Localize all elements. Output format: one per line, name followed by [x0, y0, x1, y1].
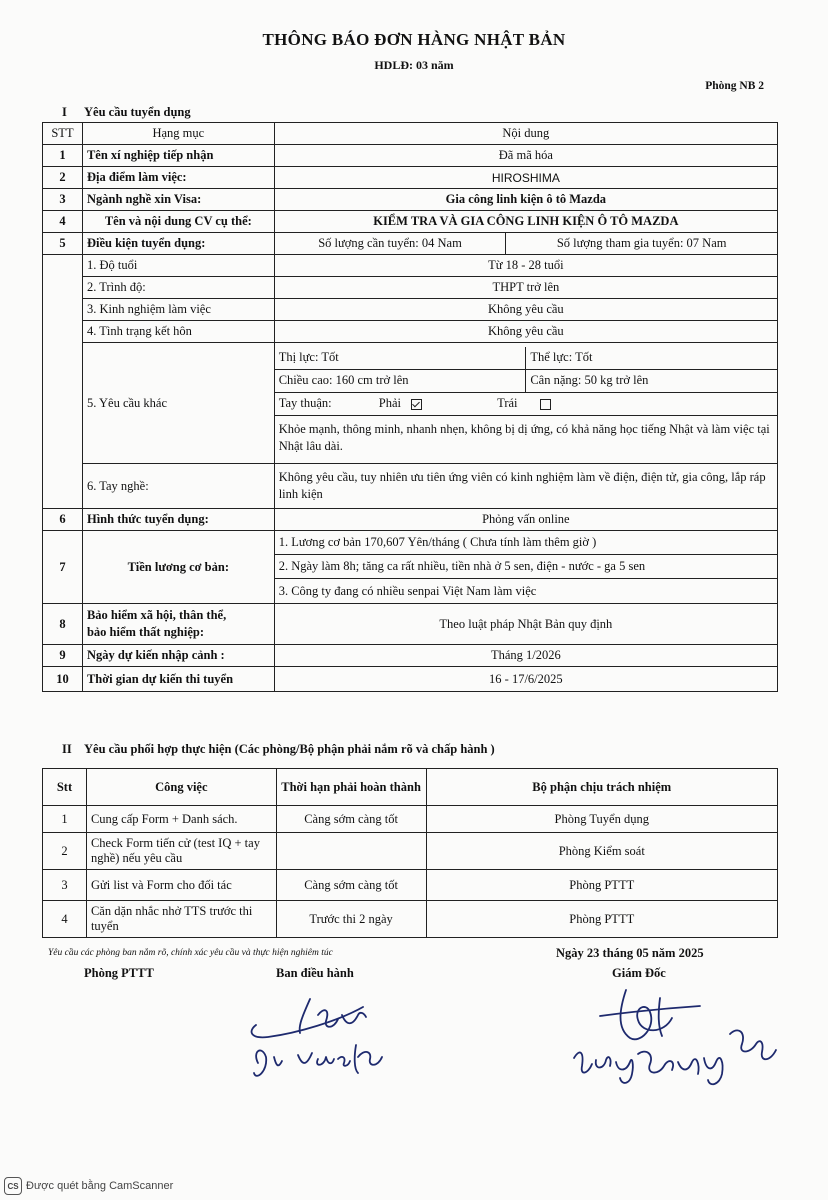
- table-row: [43, 667, 778, 692]
- fitness: Thể lực: Tốt: [526, 347, 777, 370]
- weight: Cân nặng: 50 kg trở lên: [526, 369, 777, 392]
- table-row: [43, 255, 778, 277]
- table-row: [43, 343, 778, 464]
- row-label: Hình thức tuyển dụng:: [82, 509, 274, 531]
- board-signature: [238, 985, 398, 1095]
- scanner-watermark: [4, 1177, 173, 1195]
- salary-line: 1. Lương cơ bản 170,607 Yên/tháng ( Chưa tính làm thêm giờ ): [275, 531, 777, 555]
- header-content: Nội dung: [274, 123, 777, 145]
- hand-label: Tay thuận:: [278, 396, 332, 410]
- row-number: 5: [43, 233, 83, 255]
- responsible-department: Phòng Tuyển dụng: [426, 806, 778, 833]
- row-label: [82, 604, 274, 645]
- recruitment-table: [42, 122, 778, 692]
- row-number: 6: [43, 509, 83, 531]
- signatory-director: Giám Đốc: [612, 966, 666, 980]
- row-number: 3: [43, 189, 83, 211]
- row-number: 3: [43, 870, 87, 901]
- table-header-row: [43, 123, 778, 145]
- deadline: Trước thi 2 ngày: [276, 901, 426, 938]
- section-2-heading: [62, 742, 495, 757]
- scanner-text: Được quét bằng CamScanner: [26, 1180, 174, 1192]
- table-row: [43, 299, 778, 321]
- other-requirements-label: 5. Yêu cầu khác: [82, 343, 274, 464]
- checkbox-empty-icon: [540, 399, 551, 410]
- compliance-note: Yêu cầu các phòng ban nắm rõ, chính xác yêu cầu và thực hiện nghiêm túc: [48, 948, 333, 958]
- other-requirements: [274, 343, 777, 464]
- table-row: [43, 233, 778, 255]
- director-signature-name: Nguyễn Quang Bảy: [780, 1096, 788, 1097]
- row-label: Tiền lương cơ bản:: [82, 531, 274, 604]
- table-row: [43, 167, 778, 189]
- row-label: Tên xí nghiệp tiếp nhận: [82, 145, 274, 167]
- row-number: 1: [43, 145, 83, 167]
- responsible-department: Phòng PTTT: [426, 901, 778, 938]
- table-row: [43, 509, 778, 531]
- education-value: THPT trở lên: [274, 277, 777, 299]
- table-row: [43, 189, 778, 211]
- deadline: Càng sớm càng tốt: [276, 870, 426, 901]
- marital-label: 4. Tình trạng kết hôn: [82, 321, 274, 343]
- table-row: [43, 321, 778, 343]
- row-label: Tên và nội dung CV cụ thể:: [82, 211, 274, 233]
- section-1-number: I: [62, 105, 67, 119]
- responsible-department: Phòng Kiểm soát: [426, 833, 778, 870]
- header-stt: Stt: [43, 769, 87, 806]
- task: Căn dặn nhắc nhở TTS trước thi tuyển: [86, 901, 276, 938]
- deadline: Càng sớm càng tốt: [276, 806, 426, 833]
- quota-needed: Số lượng cần tuyển: 04 Nam: [274, 233, 506, 255]
- skill-value: Không yêu cầu, tuy nhiên ưu tiên ứng viên có kinh nghiệm làm về điện, điện tử, gia công, lắp ráp linh kiện: [274, 464, 777, 509]
- header-department: Bộ phận chịu trách nhiệm: [426, 769, 778, 806]
- table-row: [43, 870, 778, 901]
- education-label: 2. Trình độ:: [82, 277, 274, 299]
- health-requirement: Khỏe mạnh, thông minh, nhanh nhẹn, không bị dị ứng, có khả năng học tiếng Nhật và làm việc tại Nhật lâu dài.: [278, 421, 770, 453]
- experience-value: Không yêu cầu: [274, 299, 777, 321]
- row-value: 16 - 17/6/2025: [274, 667, 777, 692]
- signatory-pttt: Phòng PTTT: [84, 966, 154, 980]
- row-value: Đã mã hóa: [274, 145, 777, 167]
- row-label: Ngành nghề xin Visa:: [82, 189, 274, 211]
- row-value: Phỏng vấn online: [274, 509, 777, 531]
- director-signature: [560, 978, 790, 1098]
- salary-details: [274, 531, 777, 604]
- row-number: 1: [43, 806, 87, 833]
- document-date: Ngày 23 tháng 05 năm 2025: [556, 946, 704, 960]
- table-row: [43, 806, 778, 833]
- insurance-label-line2: bảo hiểm thất nghiệp:: [86, 625, 204, 639]
- row-number: 4: [43, 901, 87, 938]
- row-number: 2: [43, 167, 83, 189]
- row-number: 4: [43, 211, 83, 233]
- row-label: Thời gian dự kiến thi tuyển: [82, 667, 274, 692]
- quota-participants: Số lượng tham gia tuyển: 07 Nam: [506, 233, 778, 255]
- table-row: [43, 645, 778, 667]
- dominant-hand: [275, 392, 777, 415]
- row-value: Gia công linh kiện ô tô Mazda: [274, 189, 777, 211]
- row-number: 8: [43, 604, 83, 645]
- age-value: Từ 18 - 28 tuổi: [274, 255, 777, 277]
- contract-duration: HDLĐ: 03 năm: [374, 58, 454, 72]
- row-number: 10: [43, 667, 83, 692]
- header-item: Hạng mục: [82, 123, 274, 145]
- height: Chiều cao: 160 cm trở lên: [275, 369, 526, 392]
- task: Check Form tiến cử (test IQ + tay nghề) nếu yêu cầu: [86, 833, 276, 870]
- coordination-table: [42, 768, 778, 938]
- section-1-heading: [62, 105, 191, 120]
- section-1-title: Yêu cầu tuyển dụng: [84, 105, 191, 119]
- row-value: Tháng 1/2026: [274, 645, 777, 667]
- table-row: [43, 604, 778, 645]
- hand-right-label: Phải: [378, 396, 401, 410]
- table-row: [43, 211, 778, 233]
- board-signature-name: Bùi Văn Bản: [388, 1093, 394, 1094]
- header-deadline: Thời hạn phải hoàn thành: [276, 769, 426, 806]
- checkbox-checked-icon: [411, 399, 422, 410]
- deadline: [276, 833, 426, 870]
- section-2-number: II: [62, 742, 72, 756]
- document-title: THÔNG BÁO ĐƠN HÀNG NHẬT BẢN: [262, 30, 566, 49]
- marital-value: Không yêu cầu: [274, 321, 777, 343]
- row-value: KIỂM TRA VÀ GIA CÔNG LINH KIỆN Ô TÔ MAZDA: [274, 211, 777, 233]
- department-label: Phòng NB 2: [705, 80, 764, 92]
- row-value: Theo luật pháp Nhật Bản quy định: [274, 604, 777, 645]
- task: Cung cấp Form + Danh sách.: [86, 806, 276, 833]
- table-row: [43, 531, 778, 604]
- table-row: [43, 277, 778, 299]
- salary-line: 3. Công ty đang có nhiều senpai Việt Nam làm việc: [278, 584, 537, 598]
- row-value: HIROSHIMA: [274, 167, 777, 189]
- responsible-department: Phòng PTTT: [426, 870, 778, 901]
- row-number: 9: [43, 645, 83, 667]
- skill-label: 6. Tay nghề:: [82, 464, 274, 509]
- header-stt: STT: [43, 123, 83, 145]
- table-row: [43, 833, 778, 870]
- section-2-title: Yêu cầu phối hợp thực hiện (Các phòng/Bộ phận phải nắm rõ và chấp hành ): [84, 742, 495, 756]
- signatory-board: Ban điều hành: [276, 966, 354, 980]
- table-row: [43, 464, 778, 509]
- header-task: Công việc: [86, 769, 276, 806]
- row-number: 7: [43, 531, 83, 604]
- insurance-label-line1: Bảo hiểm xã hội, thân thể,: [86, 608, 227, 622]
- conditions-blank: [43, 255, 83, 509]
- camscanner-logo: CS: [4, 1177, 22, 1195]
- salary-line: 2. Ngày làm 8h; tăng ca rất nhiều, tiền nhà ở 5 sen, điện - nước - ga 5 sen: [275, 555, 777, 579]
- task: Gửi list và Form cho đối tác: [86, 870, 276, 901]
- age-label: 1. Độ tuổi: [82, 255, 274, 277]
- row-label: Ngày dự kiến nhập cảnh :: [82, 645, 274, 667]
- row-label: Điều kiện tuyển dụng:: [82, 233, 274, 255]
- hand-left-label: Trái: [497, 396, 518, 410]
- row-label: Địa điểm làm việc:: [82, 167, 274, 189]
- row-number: 2: [43, 833, 87, 870]
- table-header-row: [43, 769, 778, 806]
- table-row: [43, 145, 778, 167]
- eyesight: Thị lực: Tốt: [275, 347, 526, 370]
- table-row: [43, 901, 778, 938]
- experience-label: 3. Kinh nghiệm làm việc: [82, 299, 274, 321]
